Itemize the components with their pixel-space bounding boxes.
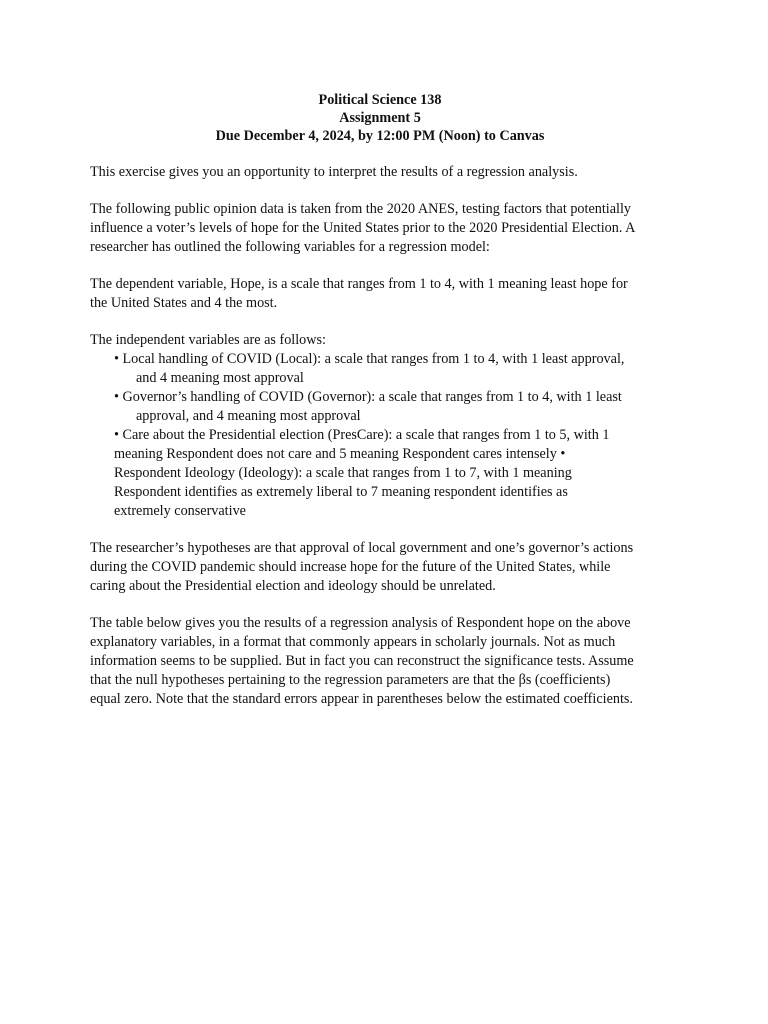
text-line: Respondent Ideology (Ideology): a scale that ranges from 1 to 7, with 1 meaning (114, 465, 572, 481)
text-line: equal zero. Note that the standard errors appear in parentheses below the estimated coefficients. (90, 691, 633, 707)
list-item (114, 426, 670, 521)
independent-variables-intro: The independent variables are as follows: (90, 332, 326, 348)
text-line: approval, and 4 meaning most approval (136, 408, 361, 424)
text-line: influence a voter’s levels of hope for the United States prior to the 2020 Presidential Election. A (90, 220, 636, 236)
text-line: The table below gives you the results of a regression analysis of Respondent hope on the above (90, 615, 631, 631)
text-line: This exercise gives you an opportunity to interpret the results of a regression analysis. (90, 164, 578, 180)
text-line: the United States and 4 the most. (90, 295, 278, 311)
assignment-title: Assignment 5 (339, 110, 421, 126)
intro-paragraph (90, 163, 670, 182)
text-line: explanatory variables, in a format that commonly appears in scholarly journals. Not as much (90, 634, 616, 650)
independent-variables-list (114, 350, 670, 521)
text-line: Respondent identifies as extremely liberal to 7 meaning respondent identifies as (114, 484, 568, 500)
list-item (114, 388, 670, 426)
text-line: caring about the Presidential election and ideology should be unrelated. (90, 578, 496, 594)
text-line: researcher has outlined the following variables for a regression model: (90, 239, 490, 255)
text-line: information seems to be supplied. But in fact you can reconstruct the significance tests. Assume (90, 653, 634, 669)
course-title: Political Science 138 (318, 92, 442, 108)
text-line: The following public opinion data is taken from the 2020 ANES, testing factors that potentially (90, 201, 631, 217)
data-source-paragraph (90, 200, 670, 257)
text-line: during the COVID pandemic should increase hope for the future of the United States, while (90, 559, 611, 575)
text-line: • Governor’s handling of COVID (Governor): a scale that ranges from 1 to 4, with 1 least (114, 389, 622, 405)
hypotheses-paragraph (90, 539, 670, 596)
text-line: extremely conservative (114, 503, 246, 519)
dependent-variable-paragraph (90, 275, 670, 313)
title-block (90, 91, 670, 145)
text-line: and 4 meaning most approval (136, 370, 304, 386)
table-note-paragraph (90, 614, 670, 709)
document-page (90, 91, 670, 727)
text-line: The researcher’s hypotheses are that approval of local government and one’s governor’s actions (90, 540, 634, 556)
text-line: meaning Respondent does not care and 5 meaning Respondent cares intensely • (114, 446, 566, 462)
list-item (114, 350, 670, 388)
text-line: • Local handling of COVID (Local): a scale that ranges from 1 to 4, with 1 least approval, (114, 351, 625, 367)
due-date: Due December 4, 2024, by 12:00 PM (Noon) to Canvas (215, 128, 545, 144)
text-line: The dependent variable, Hope, is a scale that ranges from 1 to 4, with 1 meaning least hope for (90, 276, 628, 292)
text-line: that the null hypotheses pertaining to the regression parameters are that the βs (coefficients) (90, 672, 611, 688)
text-line: • Care about the Presidential election (PresCare): a scale that ranges from 1 to 5, with 1 (114, 427, 610, 443)
